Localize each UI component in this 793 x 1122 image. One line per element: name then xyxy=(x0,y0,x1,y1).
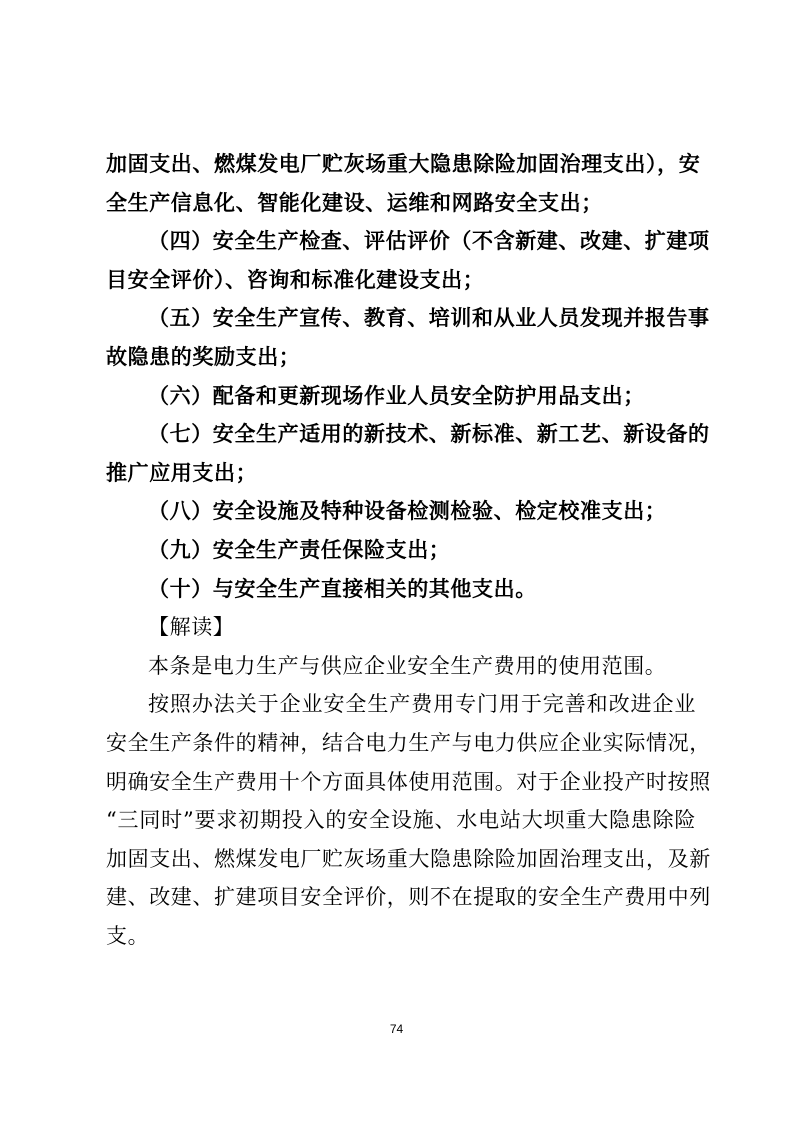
list-item-4: （四）安全生产检查、评估评价（不含新建、改建、扩建项 xyxy=(148,229,710,254)
paragraph-2-line: “三同时”要求初期投入的安全设施、水电站大坝重大隐患除险 xyxy=(106,808,696,833)
section-heading: 【解读】 xyxy=(148,615,235,640)
list-item-5: （五）安全生产宣传、教育、培训和从业人员发现并报告事 xyxy=(148,306,710,331)
paragraph-2-line: 按照办法关于企业安全生产费用专门用于完善和改进企业 xyxy=(148,692,696,717)
page-number: 74 xyxy=(389,1022,404,1036)
text-line: 故隐患的奖励支出； xyxy=(106,344,301,369)
text-line: 目安全评价）、咨询和标准化建设支出； xyxy=(106,267,485,292)
text-line: 全生产信息化、智能化建设、运维和网路安全支出； xyxy=(106,190,603,215)
list-item-6: （六）配备和更新现场作业人员安全防护用品支出； xyxy=(148,383,645,408)
body-text xyxy=(106,145,711,955)
paragraph-2-line: 安全生产条件的精神，结合电力生产与电力供应企业实际情况， xyxy=(106,730,711,755)
list-item-8: （八）安全设施及特种设备检测检验、检定校准支出； xyxy=(148,499,667,524)
paragraph-1: 本条是电力生产与供应企业安全生产费用的使用范围。 xyxy=(148,653,667,678)
paragraph-2-line: 加固支出、燃煤发电厂贮灰场重大隐患除险加固治理支出，及新 xyxy=(106,846,711,871)
list-item-9: （九）安全生产责任保险支出； xyxy=(148,537,451,562)
paragraph-2-line: 明确安全生产费用十个方面具体使用范围。对于企业投产时按照 xyxy=(106,769,711,794)
list-item-10: （十）与安全生产直接相关的其他支出。 xyxy=(148,576,537,601)
text-line: 加固支出、燃煤发电厂贮灰场重大隐患除险加固治理支出），安 xyxy=(106,152,701,176)
paragraph-2-line: 建、改建、扩建项目安全评价，则不在提取的安全生产费用中列 xyxy=(106,885,711,910)
paragraph-2-line: 支。 xyxy=(106,923,150,948)
list-item-7: （七）安全生产适用的新技术、新标准、新工艺、新设备的 xyxy=(148,422,710,447)
text-line: 推广应用支出； xyxy=(106,460,258,485)
